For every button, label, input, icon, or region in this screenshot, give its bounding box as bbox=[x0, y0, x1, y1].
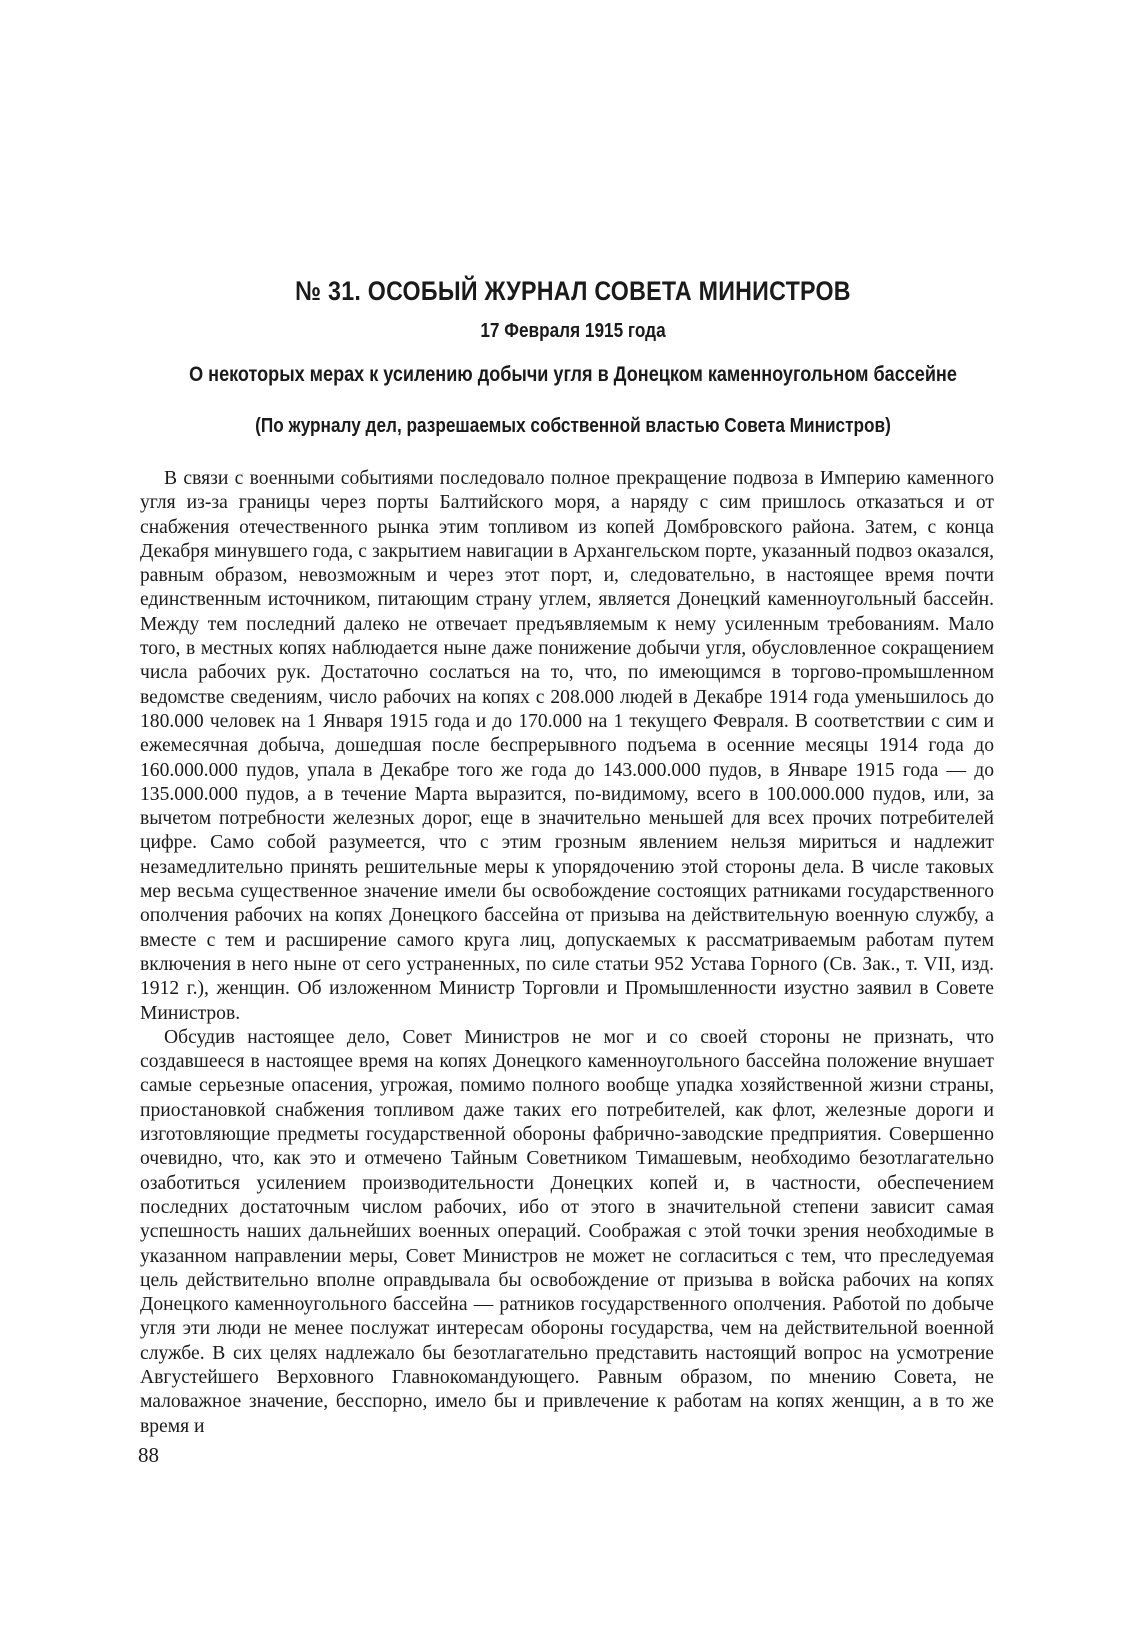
paragraph-1: В связи с военными событиями последовало полное прекращение подвоза в Империю каменного угля из-за границы через порты Балтийского моря, а наряду с сим пришлось отказаться и от снабжения отечественного рынка этим топливом из копей Домбровского района. Затем, с конца Декабря минувшего года, с закрытием навигации в Архангельском порте, указанный подвоз оказался, равным образом, невозможным и через этот порт, и, следовательно, в настоящее время почти единственным источником, питающим страну углем, является Донецкий каменноугольный бассейн. Между тем последний далеко не отвечает предъявляемым к нему усиленным требованиям. Мало того, в местных копях наблюдается ныне даже понижение добычи угля, обусловленное сокращением числа рабочих рук. Достаточно сослаться на то, что, по имеющимся в торгово-промышленном ведомстве сведениям, число рабочих на копях с 208.000 людей в Декабре 1914 года уменьшилось до 180.000 человек на 1 Января 1915 года и до 170.000 на 1 текущего Февраля. В соответствии с сим и ежемесячная добыча, дошедшая после беспрерывного подъема в осенние месяцы 1914 года до 160.000.000 пудов, упала в Декабре того же года до 143.000.000 пудов, в Январе 1915 года — до 135.000.000 пудов, а в течение Марта выразится, по-видимому, всего в 100.000.000 пудов, или, за вычетом потребности железных дорог, еще в значительно меньшей для всех прочих потребителей цифре. Само собой разумеется, что с этим грозным явлением нельзя мириться и надлежит незамедлительно принять решительные меры к упорядочению этой стороны дела. В числе таковых мер весьма существенное значение имели бы освобождение состоящих ратниками государственного ополчения рабочих на копях Донецкого бассейна от призыва на действительную военную службу, а вместе с тем и расширение самого круга лиц, допускаемых к рассматриваемым работам путем включения в него ныне от сего устраненных, по силе статьи 952 Устава Горного (Св. Зак., т. VII, изд. 1912 г.), женщин. Об изложенном Министр Торговли и Промышленности изустно заявил в Совете Министров. bbox=[140, 468, 994, 1024]
paragraph-2: Обсудив настоящее дело, Совет Министров не мог и со своей стороны не признать, что создавшееся в настоящее время на копях Донецкого каменноугольного бассейна положение внушает самые серьезные опасения, угрожая, помимо полного вообще упадка хозяйственной жизни страны, приостановкой снабжения топливом даже таких его потребителей, как флот, железные дороги и изготовляющие предметы государственной обороны фабрично-заводские предприятия. Совершенно очевидно, что, как это и отмечено Тайным Советником Тимашевым, необходимо безотлагательно озаботиться усилением производительности Донецких копей и, в частности, обеспечением последних достаточным числом рабочих, ибо от этого в значительной степени зависит самая успешность наших дальнейших военных операций. Соображая с этой точки зрения необходимые в указанном направлении меры, Совет Министров не может не согласиться с тем, что преследуемая цель действительно вполне оправдывала бы освобождение от призыва в войска рабочих на копях Донецкого каменноугольного бассейна — ратников государственного ополчения. Работой по добыче угля эти люди не менее послужат интересам обороны государства, чем на действительной военной службе. В сих целях надлежало бы безотлагательно представить настоящий вопрос на усмотрение Августейшего Верховного Главнокомандующего. Равным образом, по мнению Совета, не маловажное значение, бесспорно, имело бы и привлечение к работам на копях женщин, а в то же время и bbox=[140, 1026, 994, 1437]
body-text bbox=[140, 467, 994, 1439]
document-title: № 31. ОСОБЫЙ ЖУРНАЛ СОВЕТА МИНИСТРОВ bbox=[295, 276, 851, 306]
document-note: (По журналу дел, разрешаемых собственной властью Совета Министров) bbox=[255, 415, 891, 437]
page-number: 88 bbox=[138, 1443, 159, 1467]
document-subject: О некоторых мерах к усилению добычи угля в Донецком каменноугольном бассейне bbox=[189, 363, 957, 386]
document-date: 17 Февраля 1915 года bbox=[480, 320, 666, 342]
